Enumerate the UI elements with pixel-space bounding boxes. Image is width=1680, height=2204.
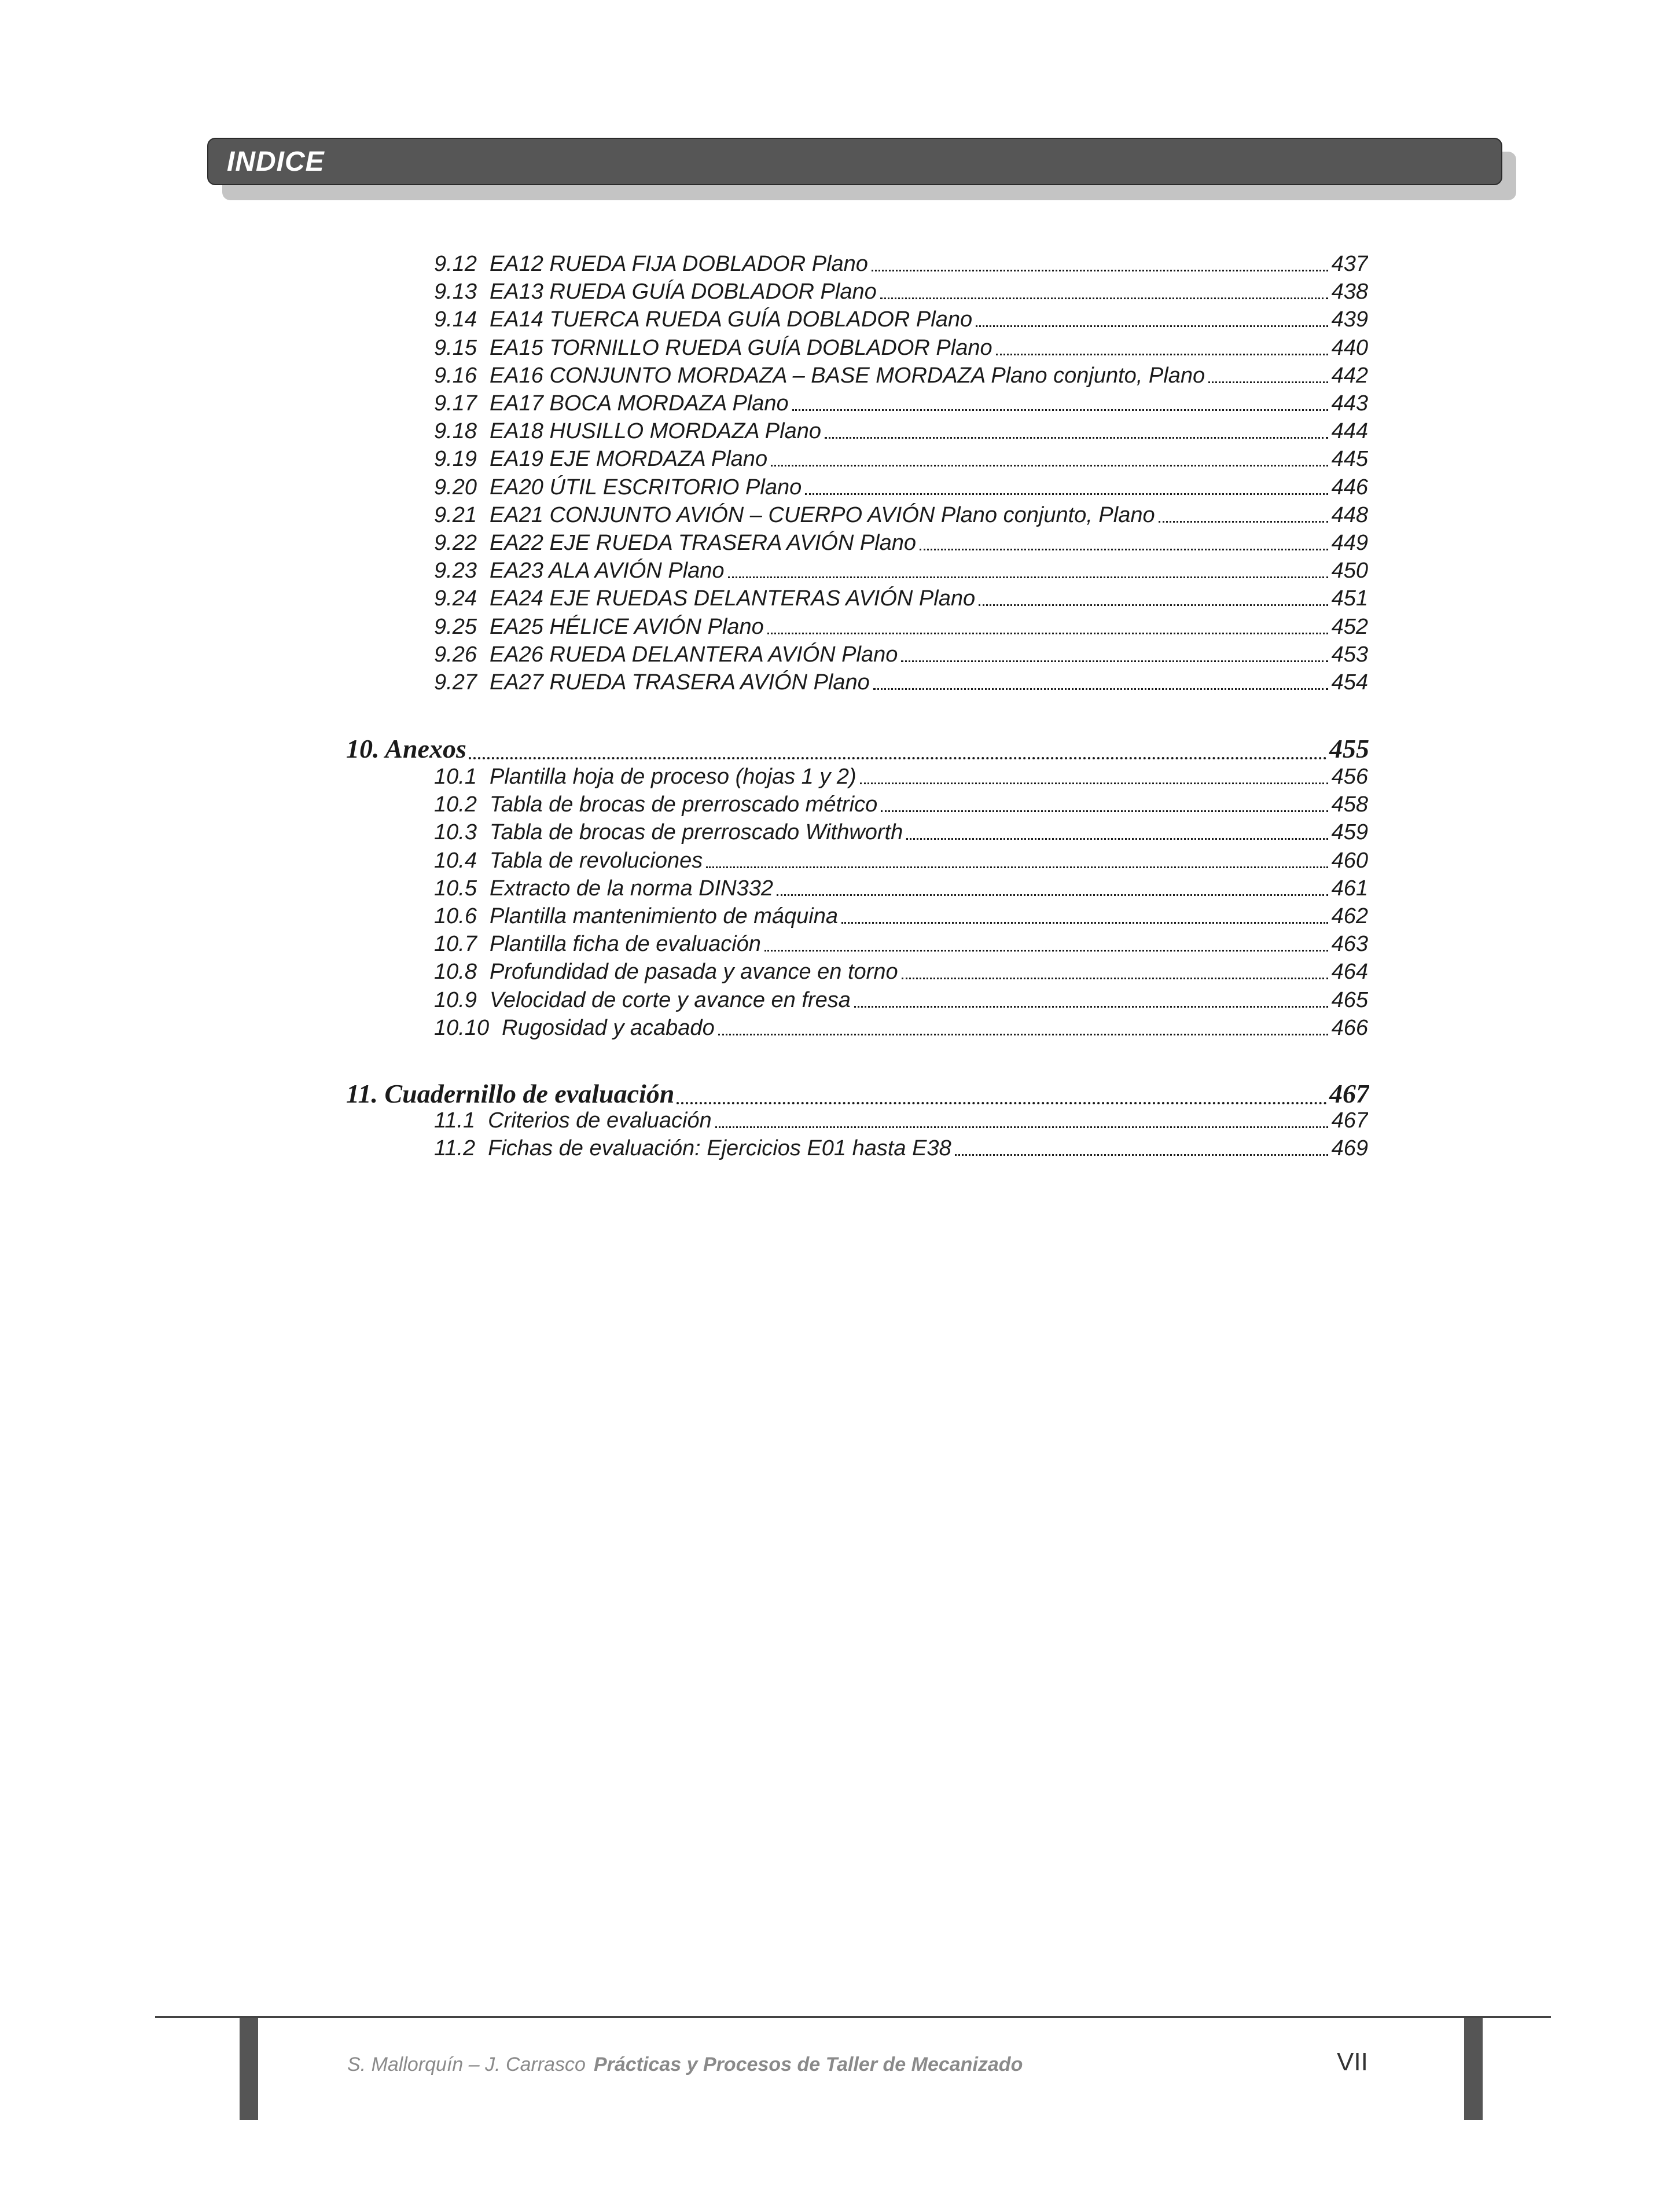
entry-page: 437 [1331, 252, 1368, 276]
dot-leader [841, 922, 1328, 924]
toc-entry[interactable] [434, 529, 1368, 557]
entry-title: Tabla de revoluciones [489, 848, 703, 873]
entry-title: EA27 RUEDA TRASERA AVIÓN Plano [489, 670, 870, 695]
entry-title: EA12 RUEDA FIJA DOBLADOR Plano [489, 252, 868, 276]
dot-leader [996, 354, 1328, 355]
dot-leader [825, 437, 1328, 439]
entry-number: 9.27 [434, 670, 477, 695]
dot-leader [1208, 381, 1328, 383]
entry-page: 459 [1331, 820, 1368, 845]
entry-page: 466 [1331, 1015, 1368, 1040]
chapter-title: 10. Anexos [346, 734, 466, 763]
chapter-title: 11. Cuadernillo de evaluación [346, 1079, 675, 1108]
dot-leader [764, 950, 1328, 952]
entry-page: 467 [1331, 1108, 1368, 1133]
entry-page: 465 [1331, 987, 1368, 1012]
entry-number: 9.16 [434, 363, 477, 388]
entry-page: 449 [1331, 531, 1368, 555]
entry-number: 9.19 [434, 447, 477, 472]
toc-entry[interactable] [434, 668, 1368, 696]
dot-leader [976, 325, 1328, 327]
entry-number: 10.5 [434, 876, 477, 901]
entry-page: 458 [1331, 792, 1368, 817]
toc-entry[interactable] [434, 763, 1368, 791]
toc-entry[interactable] [434, 501, 1368, 529]
entry-number: 9.20 [434, 475, 477, 499]
dot-leader [792, 409, 1328, 411]
entry-title: Extracto de la norma DIN332 [489, 876, 773, 901]
dot-leader [771, 465, 1328, 466]
entry-page: 444 [1331, 419, 1368, 444]
entry-title: Plantilla hoja de proceso (hojas 1 y 2) [489, 765, 856, 789]
toc-entry[interactable] [434, 791, 1368, 818]
entry-title: EA17 BOCA MORDAZA Plano [489, 391, 789, 416]
entry-page: 462 [1331, 904, 1368, 928]
entry-number: 11.1 [434, 1108, 476, 1133]
entry-title: EA23 ALA AVIÓN Plano [489, 559, 725, 583]
toc-entry[interactable] [434, 585, 1368, 612]
entry-title: EA18 HUSILLO MORDAZA Plano [489, 419, 821, 444]
footer-rule [155, 2016, 1551, 2018]
toc-entry[interactable] [434, 958, 1368, 986]
toc-entry[interactable] [434, 390, 1368, 417]
toc-entry[interactable] [434, 445, 1368, 473]
entry-page: 446 [1331, 475, 1368, 499]
entry-number: 10.10 [434, 1015, 490, 1040]
dot-leader [677, 1102, 1327, 1104]
toc-entry[interactable] [434, 306, 1368, 333]
entry-page: 469 [1331, 1136, 1368, 1161]
entry-title: Tabla de brocas de prerroscado Withworth [489, 820, 903, 845]
toc-entry[interactable] [434, 473, 1368, 501]
dot-leader [728, 576, 1328, 578]
dot-leader [715, 1126, 1328, 1128]
chapter-page: 455 [1329, 734, 1369, 763]
entry-title: Profundidad de pasada y avance en torno [489, 960, 898, 985]
toc-entry[interactable] [434, 417, 1368, 445]
entry-page: 454 [1331, 670, 1368, 695]
entry-title: Tabla de brocas de prerroscado métrico [489, 792, 878, 817]
toc-entry[interactable] [434, 1107, 1368, 1134]
entry-page: 439 [1331, 307, 1368, 332]
entry-number: 9.21 [434, 502, 477, 527]
toc-entry[interactable] [434, 250, 1368, 278]
entry-number: 9.14 [434, 307, 477, 332]
entry-title: Fichas de evaluación: Ejercicios E01 hasta E38 [488, 1136, 951, 1161]
entry-title: EA15 TORNILLO RUEDA GUÍA DOBLADOR Plano [489, 335, 992, 360]
entry-title: EA26 RUEDA DELANTERA AVIÓN Plano [489, 642, 898, 667]
entry-page: 453 [1331, 642, 1368, 667]
dot-leader [880, 297, 1328, 299]
entry-number: 9.12 [434, 252, 477, 276]
dot-leader [901, 660, 1328, 662]
entry-title: Rugosidad y acabado [502, 1015, 715, 1040]
entry-title: EA16 CONJUNTO MORDAZA – BASE MORDAZA Plano conjunto, Plano [489, 363, 1205, 388]
toc-entry[interactable] [434, 334, 1368, 362]
toc-entry[interactable] [434, 847, 1368, 875]
dot-leader [906, 838, 1328, 840]
entry-page: 448 [1331, 502, 1368, 527]
entry-title: EA21 CONJUNTO AVIÓN – CUERPO AVIÓN Plano conjunto, Plano [489, 502, 1155, 527]
entry-number: 10.3 [434, 820, 477, 845]
entry-number: 9.13 [434, 280, 477, 304]
entry-number: 9.23 [434, 559, 477, 583]
entry-number: 10.6 [434, 904, 477, 928]
dot-leader [469, 757, 1327, 759]
page-number: VII [1337, 2048, 1368, 2076]
toc-entry[interactable] [434, 557, 1368, 585]
entry-number: 10.1 [434, 765, 477, 789]
dot-leader [881, 810, 1328, 812]
entry-number: 9.26 [434, 642, 477, 667]
entry-page: 442 [1331, 363, 1368, 388]
entry-title: EA20 ÚTIL ESCRITORIO Plano [489, 475, 802, 499]
entry-number: 9.22 [434, 531, 477, 555]
dot-leader [920, 549, 1328, 550]
toc-entry[interactable] [434, 362, 1368, 390]
page-title: INDICE [227, 146, 325, 177]
entry-number: 10.2 [434, 792, 477, 817]
toc-entry[interactable] [434, 641, 1368, 668]
entry-number: 9.15 [434, 335, 477, 360]
entry-number: 9.18 [434, 419, 477, 444]
entry-page: 452 [1331, 614, 1368, 639]
entry-page: 438 [1331, 280, 1368, 304]
entry-page: 461 [1331, 876, 1368, 901]
entry-title: EA19 EJE MORDAZA Plano [489, 447, 768, 472]
chapter-page: 467 [1329, 1079, 1369, 1108]
entry-number: 11.2 [434, 1136, 476, 1161]
footer-bar-left [240, 2018, 258, 2120]
entry-page: 445 [1331, 447, 1368, 472]
footer-credit [347, 2054, 1023, 2076]
toc-entry[interactable] [434, 930, 1368, 958]
dot-leader [1159, 521, 1328, 523]
entry-number: 9.24 [434, 586, 477, 611]
entry-title: EA22 EJE RUEDA TRASERA AVIÓN Plano [489, 531, 917, 555]
entry-page: 456 [1331, 765, 1368, 789]
dot-leader [767, 633, 1328, 634]
dot-leader [902, 978, 1328, 979]
toc-entry[interactable] [434, 875, 1368, 902]
toc-entry[interactable] [434, 278, 1368, 306]
toc-entry[interactable] [434, 1014, 1368, 1042]
footer-authors: S. Mallorquín – J. Carrasco [347, 2054, 586, 2076]
header-bar [207, 138, 1502, 185]
toc-entry[interactable] [434, 818, 1368, 846]
dot-leader [979, 604, 1328, 606]
entry-page: 463 [1331, 932, 1368, 957]
entry-number: 9.17 [434, 391, 477, 416]
dot-leader [955, 1154, 1328, 1156]
entry-title: EA25 HÉLICE AVIÓN Plano [489, 614, 764, 639]
entry-title: EA13 RUEDA GUÍA DOBLADOR Plano [489, 280, 877, 304]
entry-number: 10.4 [434, 848, 477, 873]
entry-page: 464 [1331, 960, 1368, 985]
footer-book-title: Prácticas y Procesos de Taller de Mecanizado [593, 2054, 1023, 2076]
entry-page: 451 [1331, 586, 1368, 611]
dot-leader [872, 270, 1328, 271]
entry-title: Plantilla mantenimiento de máquina [489, 904, 838, 928]
entry-title: Criterios de evaluación [488, 1108, 712, 1133]
dot-leader [873, 688, 1328, 690]
entry-page: 460 [1331, 848, 1368, 873]
toc-entry[interactable] [434, 1134, 1368, 1162]
entry-number: 10.8 [434, 960, 477, 985]
entry-number: 10.9 [434, 987, 477, 1012]
dot-leader [860, 783, 1328, 784]
toc-entry[interactable] [434, 902, 1368, 930]
toc-entry[interactable] [434, 613, 1368, 641]
dot-leader [706, 866, 1328, 868]
entry-number: 9.25 [434, 614, 477, 639]
chapter-10-entry[interactable] [346, 730, 1369, 767]
entry-page: 450 [1331, 559, 1368, 583]
entry-number: 10.7 [434, 932, 477, 957]
dot-leader [854, 1006, 1328, 1008]
dot-leader [718, 1034, 1328, 1035]
entry-page: 443 [1331, 391, 1368, 416]
dot-leader [805, 493, 1328, 495]
entry-title: Velocidad de corte y avance en fresa [489, 987, 851, 1012]
entry-title: EA24 EJE RUEDAS DELANTERAS AVIÓN Plano [489, 586, 976, 611]
entry-title: Plantilla ficha de evaluación [489, 932, 761, 957]
entry-page: 440 [1331, 335, 1368, 360]
dot-leader [777, 894, 1328, 896]
footer-bar-right [1464, 2018, 1483, 2120]
entry-title: EA14 TUERCA RUEDA GUÍA DOBLADOR Plano [489, 307, 973, 332]
toc-entry[interactable] [434, 986, 1368, 1014]
